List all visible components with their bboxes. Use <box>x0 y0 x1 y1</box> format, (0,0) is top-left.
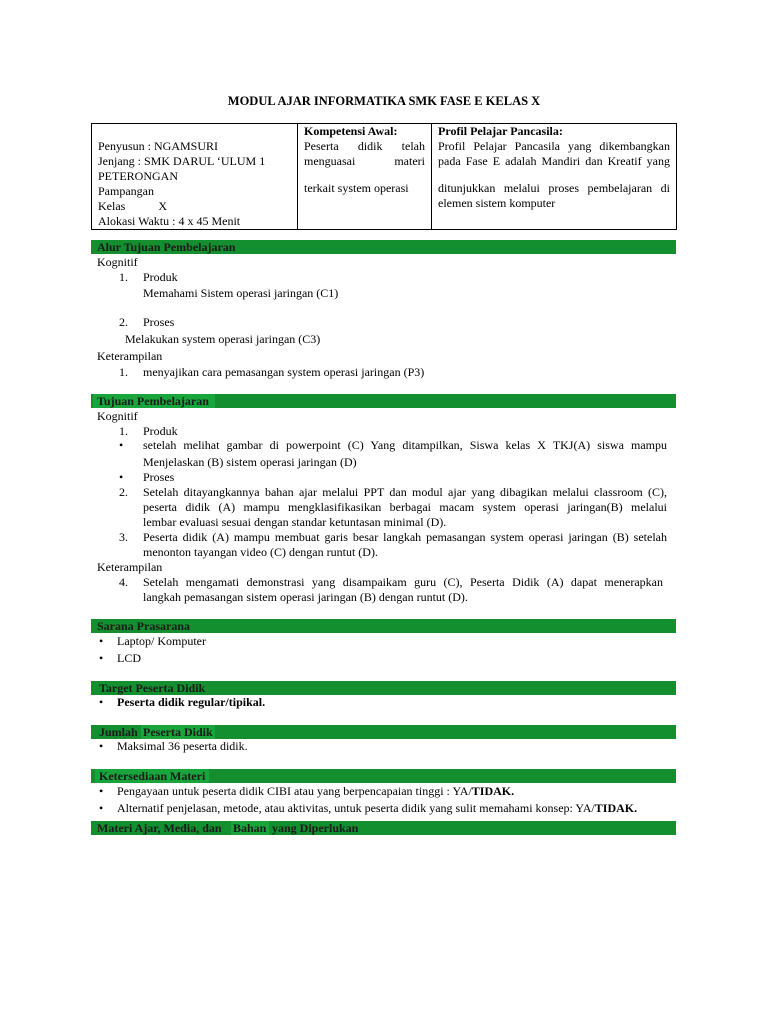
ketersediaan-item1 <box>117 784 514 799</box>
atp-item1-number: 1. <box>119 270 128 284</box>
author-cell <box>92 124 298 230</box>
tp-item2-line1: Setelah ditayangkannya bahan ajar melalui PPT dan modul ajar yang dibagikan melalui classroom (C), <box>143 485 667 499</box>
sarana-bullet2-icon: • <box>99 651 104 665</box>
atp-item1: Produk <box>143 270 178 284</box>
atp-keterampilan-label: Keterampilan <box>97 349 163 363</box>
tp-item2-line3: lembar evaluasi sesuai dengan standar ketuntasan minimal (D). <box>143 515 447 529</box>
atp-k1-number: 1. <box>119 365 128 379</box>
atp-k1: menyajikan cara pemasangan system operasi jaringan (P3) <box>143 365 425 379</box>
section-heading-jumlah-b: Peserta Didik <box>143 725 213 739</box>
sarana-item1: Laptop/ Komputer <box>117 634 206 648</box>
time-allocation: Alokasi Waktu : 4 x 45 Menit <box>98 214 241 228</box>
pancasila-line2: pada Fase E adalah Mandiri dan Kreatif yang <box>438 154 670 168</box>
jumlah-item: Maksimal 36 peserta didik. <box>117 739 248 753</box>
section-heading-target: Target Peserta Didik <box>99 681 206 695</box>
target-bullet-icon: • <box>99 695 104 709</box>
ketersediaan-item2 <box>117 801 637 816</box>
ketersediaan-bullet1-icon: • <box>99 784 104 798</box>
section-heading-materi-a: Materi Ajar, Media, dan <box>97 821 222 835</box>
tp-item3-line2: menonton tayangan video (C) dengan runtut (D). <box>143 545 378 559</box>
class-value: X <box>158 199 167 213</box>
tp-n1: 1. <box>119 424 128 438</box>
tp-bullet2-icon: • <box>119 470 124 484</box>
class-row <box>98 199 291 214</box>
section-heading-ketersediaan: Ketersediaan Materi <box>99 769 206 783</box>
section-heading-jumlah-a: Jumlah <box>99 725 138 739</box>
pancasila-profile-cell <box>432 124 677 230</box>
pancasila-heading: Profil Pelajar Pancasila: <box>438 124 563 138</box>
tp-proses: Proses <box>143 470 175 484</box>
tp-item3-line1: Peserta didik (A) mampu membuat garis besar langkah pemasangan system operasi jaringan (B) setelah <box>143 530 667 544</box>
initial-competence-heading: Kompetensi Awal: <box>304 124 398 138</box>
tp-bullet1-line1: setelah melihat gambar di powerpoint (C) Yang ditampilkan, Siswa kelas X TKJ(A) siswa mampu <box>143 438 667 452</box>
atp-kognitif-label: Kognitif <box>97 255 138 269</box>
initial-competence-line3: terkait system operasi <box>304 181 409 195</box>
tp-produk: Produk <box>143 424 178 438</box>
tp-item2-line2: peserta didik (A) mampu mengklasifikasikan berbagai macam system operasi jaringan(B) melalui <box>143 500 667 514</box>
pancasila-line1: Profil Pelajar Pancasila yang dikembangkan <box>438 139 670 153</box>
ketersediaan-item2-text: Alternatif penjelasan, metode, atau aktivitas, untuk peserta didik yang sulit memahami konsep: YA/ <box>117 801 595 815</box>
section-heading-sarana: Sarana Prasarana <box>97 619 190 633</box>
author: Penyusun : NGAMSURI <box>98 139 219 153</box>
school-level: Jenjang : SMK DARUL ‘ULUM 1 <box>98 154 266 168</box>
tp-item4-line2: langkah pemasangan sistem operasi jaringan (B) dengan runtut (D). <box>143 590 468 604</box>
initial-competence-cell <box>298 124 432 230</box>
tp-kognitif-label: Kognitif <box>97 409 138 423</box>
section-heading-atp: Alur Tujuan Pembelajaran <box>97 240 236 254</box>
atp-item2: Proses <box>143 315 175 329</box>
tp-n4: 4. <box>119 575 128 589</box>
document-title: MODUL AJAR INFORMATIKA SMK FASE E KELAS X <box>227 94 541 108</box>
atp-item2-sub: Melakukan system operasi jaringan (C3) <box>125 332 321 346</box>
tp-n2: 2. <box>119 485 128 499</box>
jumlah-bullet-icon: • <box>99 739 104 753</box>
target-item: Peserta didik regular/tipikal. <box>117 695 266 709</box>
ketersediaan-item2-answer: TIDAK. <box>594 801 638 815</box>
tp-keterampilan-label: Keterampilan <box>97 560 163 574</box>
atp-item1-sub: Memahami Sistem operasi jaringan (C1) <box>143 286 339 300</box>
info-table <box>91 123 677 230</box>
section-heading-materi-b: Bahan <box>233 821 267 835</box>
tp-bullet1-line2: Menjelaskan (B) sistem operasi jaringan (D) <box>143 455 357 469</box>
location: Pampangan <box>98 184 154 198</box>
atp-item2-number: 2. <box>119 315 128 329</box>
initial-competence-line2: menguasai materi <box>304 154 425 168</box>
sarana-item2: LCD <box>117 651 141 665</box>
initial-competence-line1: Peserta didik telah <box>304 139 425 153</box>
pancasila-line3: ditunjukkan melalui proses pembelajaran di <box>438 181 670 195</box>
section-heading-materi-c: yang Diperlukan <box>272 821 359 835</box>
school-name: PETERONGAN <box>98 169 178 183</box>
ketersediaan-item1-answer: TIDAK. <box>471 784 515 798</box>
tp-n3: 3. <box>119 530 128 544</box>
pancasila-line4: elemen sistem komputer <box>438 196 556 210</box>
ketersediaan-bullet2-icon: • <box>99 801 104 815</box>
class-label: Kelas <box>98 199 126 213</box>
tp-bullet1-icon: • <box>119 438 124 452</box>
section-heading-tp: Tujuan Pembelajaran <box>97 394 209 408</box>
sarana-bullet1-icon: • <box>99 634 104 648</box>
tp-item4-line1: Setelah mengamati demonstrasi yang disampaikam guru (C), Peserta Didik (A) dapat menerapkan <box>143 575 663 589</box>
ketersediaan-item1-text: Pengayaan untuk peserta didik CIBI atau yang berpencapaian tinggi : YA/ <box>117 784 472 798</box>
